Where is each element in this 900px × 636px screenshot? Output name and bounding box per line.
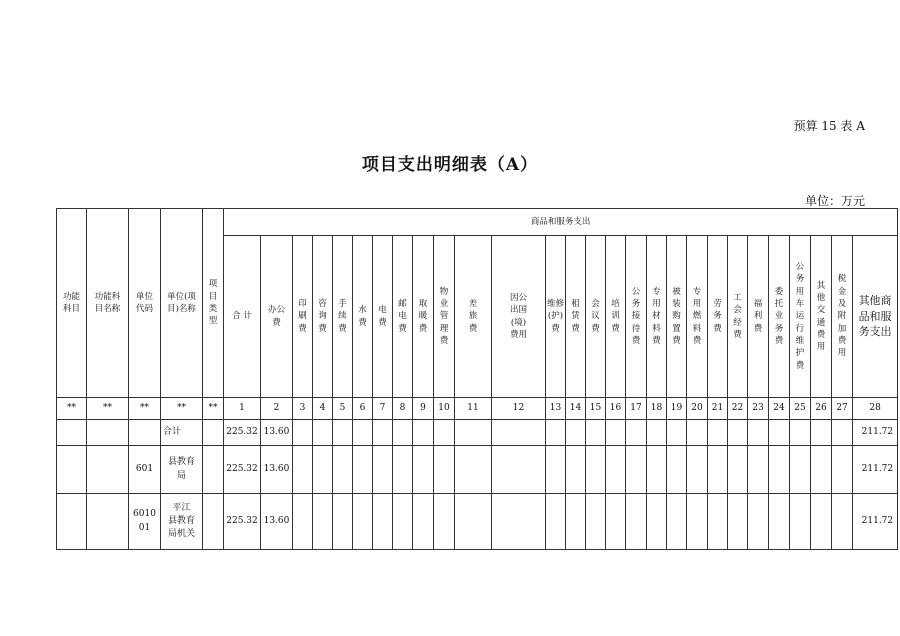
- header-column: 因公 出国 (境) 费用: [492, 236, 546, 398]
- empty-cell: [769, 446, 790, 494]
- empty-cell: [811, 446, 832, 494]
- empty-cell: [667, 420, 687, 446]
- empty-cell: [728, 494, 748, 550]
- project-type-cell: [203, 446, 224, 494]
- header-column: 咨 询 费: [313, 236, 333, 398]
- index-cell: 13: [546, 398, 566, 420]
- header-column: 差 旅 费: [455, 236, 492, 398]
- empty-cell: [748, 446, 769, 494]
- index-cell: **: [161, 398, 203, 420]
- empty-cell: [455, 446, 492, 494]
- header-column: 劳 务 费: [708, 236, 728, 398]
- total-cell: 225.32: [224, 420, 261, 446]
- empty-cell: [546, 494, 566, 550]
- index-cell: 6: [353, 398, 373, 420]
- empty-cell: [293, 446, 313, 494]
- function-name-cell: [87, 446, 129, 494]
- index-cell: 12: [492, 398, 546, 420]
- function-code-cell: [57, 494, 87, 550]
- index-cell: 25: [790, 398, 811, 420]
- function-name-cell: [87, 420, 129, 446]
- index-cell: 19: [667, 398, 687, 420]
- index-cell: 16: [606, 398, 626, 420]
- header-column: 水 费: [353, 236, 373, 398]
- form-number: 预算 15 表 A: [793, 119, 865, 133]
- unit-code-cell: 601: [129, 446, 161, 494]
- header-column: 邮 电 费: [393, 236, 413, 398]
- index-cell: 23: [748, 398, 769, 420]
- header-column: 专 用 燃 料 费: [687, 236, 708, 398]
- empty-cell: [566, 446, 586, 494]
- header-column: 手 续 费: [333, 236, 353, 398]
- index-cell: 20: [687, 398, 708, 420]
- empty-cell: [333, 494, 353, 550]
- empty-cell: [492, 420, 546, 446]
- header-column: 公 务 接 待 费: [626, 236, 647, 398]
- header-unit-code: 单位 代码: [129, 209, 161, 398]
- index-cell: 10: [434, 398, 455, 420]
- index-cell: 26: [811, 398, 832, 420]
- empty-cell: [647, 420, 667, 446]
- index-cell: 21: [708, 398, 728, 420]
- empty-cell: [586, 494, 606, 550]
- index-cell: 24: [769, 398, 790, 420]
- header-column: 其他商 品和服 务支出: [853, 236, 898, 398]
- header-column: 专 用 材 料 费: [647, 236, 667, 398]
- empty-cell: [434, 446, 455, 494]
- page-title: 项目支出明细表（A）: [361, 155, 539, 175]
- empty-cell: [626, 446, 647, 494]
- index-cell: 9: [413, 398, 434, 420]
- project-type-cell: [203, 420, 224, 446]
- unit-name-cell: 县教育 局: [161, 446, 203, 494]
- index-cell: 2: [261, 398, 293, 420]
- empty-cell: [492, 446, 546, 494]
- index-cell: **: [203, 398, 224, 420]
- unit-label: 单位：万元: [804, 194, 865, 208]
- empty-cell: [353, 494, 373, 550]
- empty-cell: [626, 494, 647, 550]
- empty-cell: [413, 494, 434, 550]
- empty-cell: [566, 420, 586, 446]
- empty-cell: [413, 446, 434, 494]
- header-column: 办公 费: [261, 236, 293, 398]
- empty-cell: [748, 494, 769, 550]
- empty-cell: [393, 446, 413, 494]
- empty-cell: [606, 494, 626, 550]
- empty-cell: [728, 420, 748, 446]
- index-cell: **: [129, 398, 161, 420]
- header-column: 维修 (护) 费: [546, 236, 566, 398]
- empty-cell: [373, 494, 393, 550]
- empty-cell: [667, 494, 687, 550]
- empty-cell: [393, 420, 413, 446]
- office-fee-cell: 13.60: [261, 420, 293, 446]
- empty-cell: [790, 446, 811, 494]
- empty-cell: [606, 420, 626, 446]
- unit-code-cell: 6010 01: [129, 494, 161, 550]
- header-row: [57, 209, 898, 236]
- index-cell: **: [87, 398, 129, 420]
- expenditure-table: [56, 208, 898, 550]
- empty-cell: [455, 420, 492, 446]
- function-name-cell: [87, 494, 129, 550]
- office-fee-cell: 13.60: [261, 494, 293, 550]
- index-cell: 22: [728, 398, 748, 420]
- empty-cell: [353, 446, 373, 494]
- header-column: 电 费: [373, 236, 393, 398]
- header-column: 福 利 费: [748, 236, 769, 398]
- header-column: 合 计: [224, 236, 261, 398]
- empty-cell: [647, 446, 667, 494]
- empty-cell: [313, 420, 333, 446]
- empty-cell: [546, 446, 566, 494]
- header-function-name: 功能科 目名称: [87, 209, 129, 398]
- empty-cell: [647, 494, 667, 550]
- empty-cell: [546, 420, 566, 446]
- index-cell: 7: [373, 398, 393, 420]
- header-column: 被 装 购 置 费: [667, 236, 687, 398]
- empty-cell: [434, 420, 455, 446]
- other-goods-services-cell: 211.72: [853, 420, 898, 446]
- index-cell: 1: [224, 398, 261, 420]
- empty-cell: [606, 446, 626, 494]
- table-row: [57, 446, 898, 494]
- index-row: [57, 398, 898, 420]
- empty-cell: [769, 420, 790, 446]
- header-project-type: 项 目 类 型: [203, 209, 224, 398]
- index-cell: 14: [566, 398, 586, 420]
- header-column: 印 刷 费: [293, 236, 313, 398]
- empty-cell: [832, 494, 853, 550]
- empty-cell: [393, 494, 413, 550]
- header-column: 其 他 交 通 费 用: [811, 236, 832, 398]
- office-fee-cell: 13.60: [261, 446, 293, 494]
- header-column: 委 托 业 务 费: [769, 236, 790, 398]
- empty-cell: [708, 446, 728, 494]
- index-cell: 4: [313, 398, 333, 420]
- index-cell: 11: [455, 398, 492, 420]
- empty-cell: [811, 420, 832, 446]
- empty-cell: [586, 446, 606, 494]
- empty-cell: [832, 420, 853, 446]
- empty-cell: [790, 494, 811, 550]
- project-type-cell: [203, 494, 224, 550]
- unit-name-cell: 合计: [161, 420, 203, 446]
- header-column: 会 议 费: [586, 236, 606, 398]
- other-goods-services-cell: 211.72: [853, 494, 898, 550]
- empty-cell: [687, 494, 708, 550]
- header-column: 税 金 及 附 加 费 用: [832, 236, 853, 398]
- empty-cell: [313, 494, 333, 550]
- empty-cell: [413, 420, 434, 446]
- empty-cell: [566, 494, 586, 550]
- empty-cell: [769, 494, 790, 550]
- empty-cell: [748, 420, 769, 446]
- empty-cell: [626, 420, 647, 446]
- unit-name-cell: 平江 县教育 局机关: [161, 494, 203, 550]
- table-row: [57, 420, 898, 446]
- header-column: 培 训 费: [606, 236, 626, 398]
- empty-cell: [373, 420, 393, 446]
- index-cell: 8: [393, 398, 413, 420]
- table-row: [57, 494, 898, 550]
- empty-cell: [333, 420, 353, 446]
- empty-cell: [667, 446, 687, 494]
- index-cell: 18: [647, 398, 667, 420]
- empty-cell: [832, 446, 853, 494]
- header-column: 工 会 经 费: [728, 236, 748, 398]
- header-column: 物 业 管 理 费: [434, 236, 455, 398]
- index-cell: 28: [853, 398, 898, 420]
- index-cell: 27: [832, 398, 853, 420]
- empty-cell: [373, 446, 393, 494]
- empty-cell: [811, 494, 832, 550]
- other-goods-services-cell: 211.72: [853, 446, 898, 494]
- empty-cell: [708, 494, 728, 550]
- index-cell: **: [57, 398, 87, 420]
- index-cell: 17: [626, 398, 647, 420]
- empty-cell: [293, 494, 313, 550]
- header-unit-name: 单位(项 目)名称: [161, 209, 203, 398]
- empty-cell: [728, 446, 748, 494]
- index-cell: 15: [586, 398, 606, 420]
- total-cell: 225.32: [224, 446, 261, 494]
- unit-code-cell: [129, 420, 161, 446]
- empty-cell: [455, 494, 492, 550]
- header-function-code: 功能 科目: [57, 209, 87, 398]
- index-cell: 5: [333, 398, 353, 420]
- header-column: 取 暖 费: [413, 236, 434, 398]
- empty-cell: [586, 420, 606, 446]
- header-column: 租 赁 费: [566, 236, 586, 398]
- empty-cell: [293, 420, 313, 446]
- empty-cell: [790, 420, 811, 446]
- empty-cell: [708, 420, 728, 446]
- empty-cell: [313, 446, 333, 494]
- function-code-cell: [57, 420, 87, 446]
- empty-cell: [333, 446, 353, 494]
- empty-cell: [687, 446, 708, 494]
- empty-cell: [492, 494, 546, 550]
- total-cell: 225.32: [224, 494, 261, 550]
- empty-cell: [434, 494, 455, 550]
- header-group-goods-services: 商品和服务支出: [224, 209, 898, 236]
- function-code-cell: [57, 446, 87, 494]
- index-cell: 3: [293, 398, 313, 420]
- header-column: 公 务 用 车 运 行 维 护 费: [790, 236, 811, 398]
- empty-cell: [353, 420, 373, 446]
- empty-cell: [687, 420, 708, 446]
